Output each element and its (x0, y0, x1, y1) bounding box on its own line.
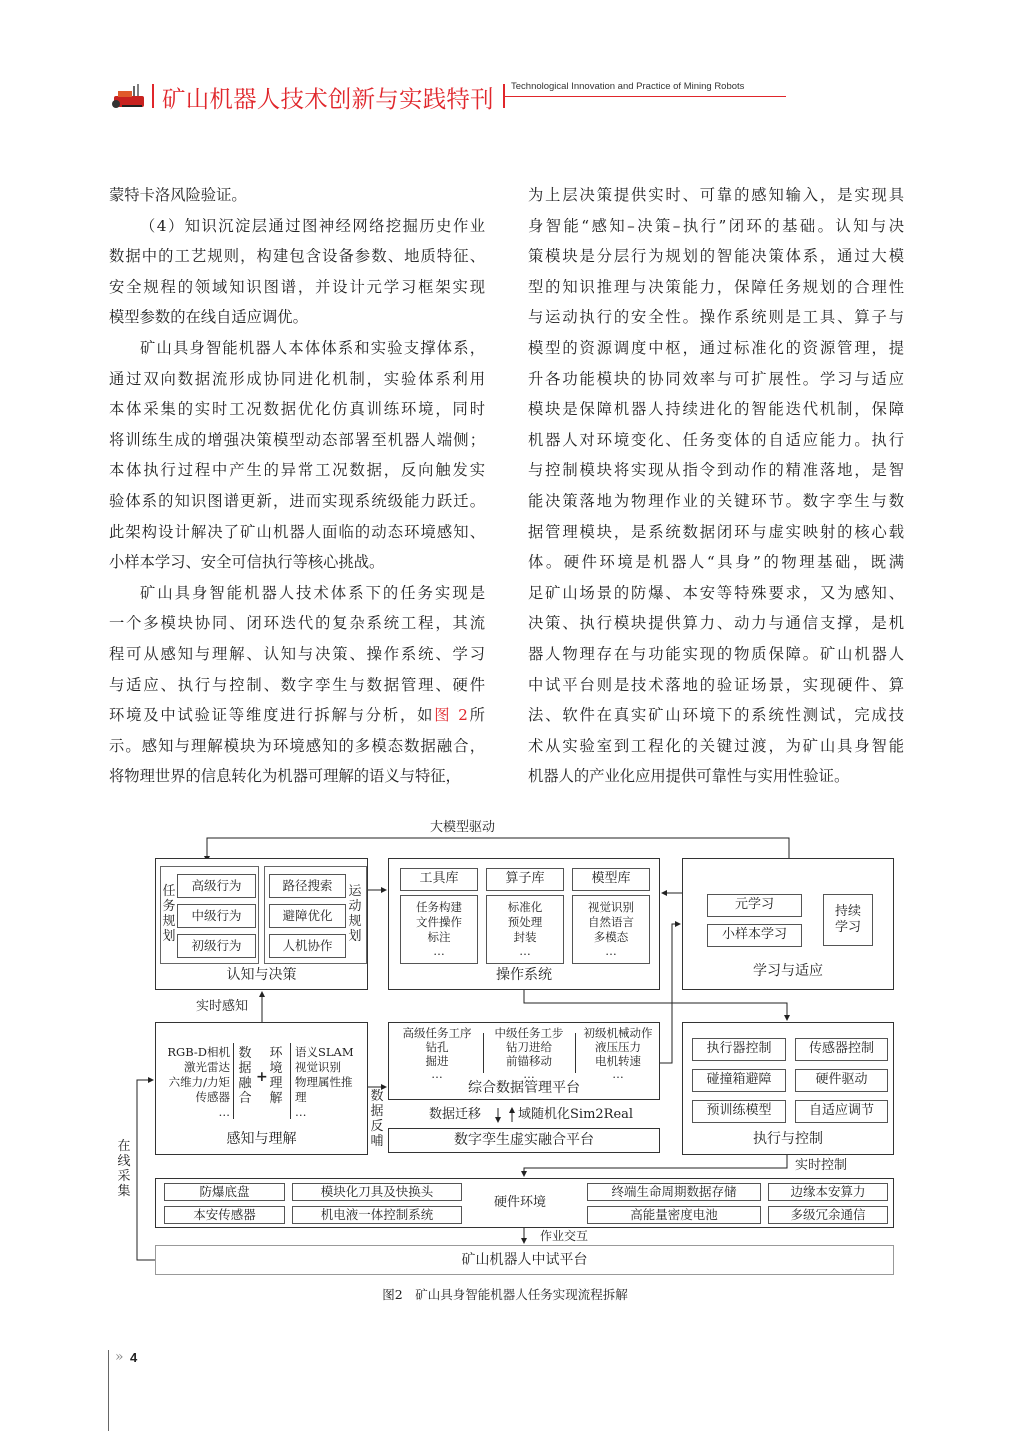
text-line: （4）知识沉淀层通过图神经网络挖掘历史作业 (140, 216, 485, 235)
online-collect-label: 在线采集 (117, 1139, 131, 1199)
page-number: 4 (130, 1350, 138, 1365)
task-process-col: 高级任务工序 钻孔 掘进 … (402, 1026, 472, 1082)
text-fragment: 环境及中试验证等维度进行拆解与分析，如 (109, 706, 435, 725)
text-line: 验体系的知识图谱更新，进而实现系统级能力跃迁。 (109, 491, 485, 510)
modular-tools: 模块化刀具及快换头 (292, 1183, 462, 1201)
text-line: 升各功能模块的协同效率与可扩展性。学习与适应 (528, 369, 904, 388)
llm-drive-label: 大模型驱动 (430, 820, 496, 835)
pretrained-model: 预训练模型 (692, 1100, 786, 1123)
text-line: 小样本学习、安全可信执行等核心挑战。 (109, 553, 385, 572)
text-line: 策模块是分层行为规划的智能决策体系，通过大模 (528, 247, 904, 266)
figure-reference-link[interactable]: 图 2 (434, 706, 468, 725)
divider (233, 1043, 234, 1119)
data-feedback-label: 数据反哺 (370, 1089, 384, 1149)
text-line: 据管理模块，是系统数据闭环与虚实映射的核心载 (528, 522, 904, 541)
operator-library: 算子库 (486, 868, 564, 891)
journal-title: 矿山机器人技术创新与实践特刊 (162, 85, 494, 113)
text-line: 中试平台则是技术落地的验证场景，实现硬件、算 (528, 675, 904, 694)
text-line: 与控制模块将实现从指令到动作的精准落地，是智 (528, 461, 904, 480)
data-platform-title: 综合数据管理平台 (468, 1080, 580, 1096)
hardware-environment-box (155, 1178, 894, 1228)
text-line: 将物理世界的信息转化为机器可理解的语义与特征， (109, 767, 461, 786)
text-line: 型的知识推理与决策能力，保障任务规划的合理性 (528, 277, 904, 296)
text-line: 法、软件在真实矿山环境下的系统性测试，完成技 (528, 706, 904, 725)
text-line: 安全规程的领域知识图谱，并设计元学习框架实现 (109, 277, 485, 296)
text-line: 机器人对环境变化、任务变体的自适应能力。执行 (528, 430, 904, 449)
behavior-high: 高级行为 (177, 874, 256, 898)
text-line: 一个多模块协同、闭环迭代的复杂系统工程，其流 (109, 614, 485, 633)
realtime-perception-label: 实时感知 (196, 999, 249, 1014)
footer-rule (108, 1350, 109, 1431)
text-line: 身智能“感知–决策–执行”闭环的基础。认知与决 (528, 216, 904, 235)
text-line: 示。感知与理解模块为环境感知的多模态数据融合， (109, 736, 485, 755)
model-library-items: 视觉识别 自然语言 多模态 … (572, 895, 650, 964)
pilot-title: 矿山机器人中试平台 (461, 1252, 588, 1268)
edge-computing: 边缘本安算力 (768, 1183, 888, 1201)
tool-library: 工具库 (400, 868, 478, 891)
cognition-decision-box (155, 858, 368, 990)
text-line: 机器人的产业化应用提供可靠性与实用性验证。 (528, 767, 850, 786)
sim2real-label: 域随机化Sim2Real (518, 1107, 634, 1122)
motion-path-search: 路径搜索 (269, 874, 346, 898)
divider (483, 1033, 484, 1073)
sensor-control: 传感器控制 (795, 1038, 888, 1061)
actuator-control: 执行器控制 (692, 1038, 786, 1061)
text-line: 术从实验室到工程化的关键过渡，为矿山具身智能 (528, 736, 904, 755)
env-understanding-label: 环境理解 (269, 1046, 283, 1106)
continual-learning: 持续学习 (823, 894, 873, 946)
text-line: 矿山具身智能机器人本体体系和实验支撑体系， (140, 338, 485, 357)
high-density-battery: 高能量密度电池 (587, 1206, 761, 1224)
perception-box (155, 1022, 368, 1155)
text-line: 此架构设计解决了矿山机器人面临的动态环境感知、 (109, 522, 485, 541)
plus-sign: + (256, 1069, 268, 1085)
text-line: 程可从感知与理解、认知与决策、操作系统、学习 (109, 644, 485, 663)
divider (290, 1043, 291, 1119)
hardware-driver: 硬件驱动 (795, 1069, 888, 1092)
tool-library-items: 任务构建 文件操作 标注 … (400, 895, 478, 964)
collision-avoidance: 碰撞箱避障 (692, 1069, 786, 1092)
digital-twin-title: 数字孪生虚实融合平台 (454, 1132, 594, 1148)
execution-title: 执行与控制 (753, 1131, 823, 1147)
text-line: 本体执行过程中产生的异常工况数据，反向触发实 (109, 461, 485, 480)
digital-twin-platform-box (388, 1128, 660, 1153)
text-line: 器人物理存在与功能实现的物质保障。矿山机器人 (528, 644, 904, 663)
mech-action-col: 初级机械动作 液压压力 电机转速 … (583, 1026, 653, 1082)
cognition-title: 认知与决策 (226, 967, 297, 983)
hardware-title: 硬件环境 (494, 1195, 547, 1210)
text-line: 通过双向数据流形成协同进化机制，实验体系利用 (109, 369, 485, 388)
text-line: 模块是保障机器人持续进化的智能迭代机制，保障 (528, 400, 904, 419)
sensor-list: RGB-D相机 激光雷达 六维力/力矩 传感器 … (167, 1045, 230, 1119)
behavior-low: 初级行为 (177, 934, 256, 958)
text-line: 模型参数的在线自适应调优。 (109, 308, 308, 327)
meta-learning: 元学习 (707, 894, 802, 917)
explosion-proof-chassis: 防爆底盘 (164, 1183, 285, 1201)
text-line: 体。硬件环境是机器人“具身”的物理基础，既满 (528, 553, 904, 572)
pilot-platform-box (155, 1245, 894, 1275)
text-line: 决策、执行模块提供算力、动力与通信支撑，是机 (528, 614, 904, 633)
operator-library-items: 标准化 预处理 封装 … (486, 895, 564, 964)
text-line: 数据中的工艺规则，构建包含设备参数、地质特征、 (109, 247, 485, 266)
text-line: 与适应、执行与控制、数字孪生与数据管理、硬件 (109, 675, 485, 694)
text-line: 为上层决策提供实时、可靠的感知输入，是实现具 (528, 186, 904, 204)
motion-obstacle-avoid: 避障优化 (269, 904, 346, 928)
os-title: 操作系统 (496, 967, 552, 983)
execution-control-box (682, 1022, 894, 1155)
learning-title: 学习与适应 (753, 963, 823, 979)
data-migration-label: 数据迁移 (429, 1107, 482, 1122)
redundant-communication: 多级冗余通信 (768, 1206, 888, 1224)
motion-hri: 人机协作 (269, 934, 346, 958)
realtime-control-label: 实时控制 (795, 1158, 848, 1173)
few-shot-learning: 小样本学习 (707, 924, 802, 947)
behavior-mid: 中级行为 (177, 904, 256, 928)
page-marker-icon: » (115, 1349, 124, 1365)
operating-system-box (388, 858, 660, 990)
text-line: 本体采集的实时工况数据优化仿真训练环境，同时 (109, 400, 485, 419)
figure-caption: 图2 矿山具身智能机器人任务实现流程拆解 (382, 1287, 628, 1302)
perception-outputs: 语义SLAM 视觉识别 物理属性推 理 … (295, 1045, 354, 1119)
task-planning-label: 任务规划 (162, 884, 176, 944)
motion-planning-label: 运动规划 (348, 884, 362, 944)
text-line: 与运动执行的安全性。操作系统则是工具、算子与 (528, 308, 904, 327)
text-line: 能决策落地为物理作业的关键环节。数字孪生与数 (528, 491, 904, 510)
task-step-col: 中级任务工步 钻刀进给 前锚移动 … (494, 1026, 564, 1082)
data-fusion-label: 数据融合 (238, 1046, 252, 1106)
text-line: 足矿山场景的防爆、本安等特殊要求，又为感知、 (528, 583, 904, 602)
text-line: 模型的资源调度中枢，通过标准化的资源管理，提 (528, 338, 904, 357)
text-line: 将训练生成的增强决策模型动态部署至机器人端侧； (109, 430, 485, 449)
journal-subtitle-en: Technological Innovation and Practice of Mining Robots (511, 81, 745, 92)
interaction-label: 作业交互 (540, 1229, 589, 1243)
data-management-platform-box (388, 1022, 660, 1100)
adaptive-tuning: 自适应调节 (795, 1100, 888, 1123)
intrinsic-safe-sensor: 本安传感器 (164, 1206, 285, 1224)
lifecycle-data-storage: 终端生命周期数据存储 (587, 1183, 761, 1201)
text-line: 蒙特卡洛风险验证。 (109, 186, 247, 204)
text-fragment: 所 (467, 706, 485, 725)
integrated-control-system: 机电液一体控制系统 (292, 1206, 462, 1224)
text-line: 矿山具身智能机器人技术体系下的任务实现是 (140, 583, 485, 602)
model-library: 模型库 (572, 868, 650, 891)
perception-title: 感知与理解 (226, 1131, 297, 1147)
learning-adaptation-box (682, 858, 894, 990)
